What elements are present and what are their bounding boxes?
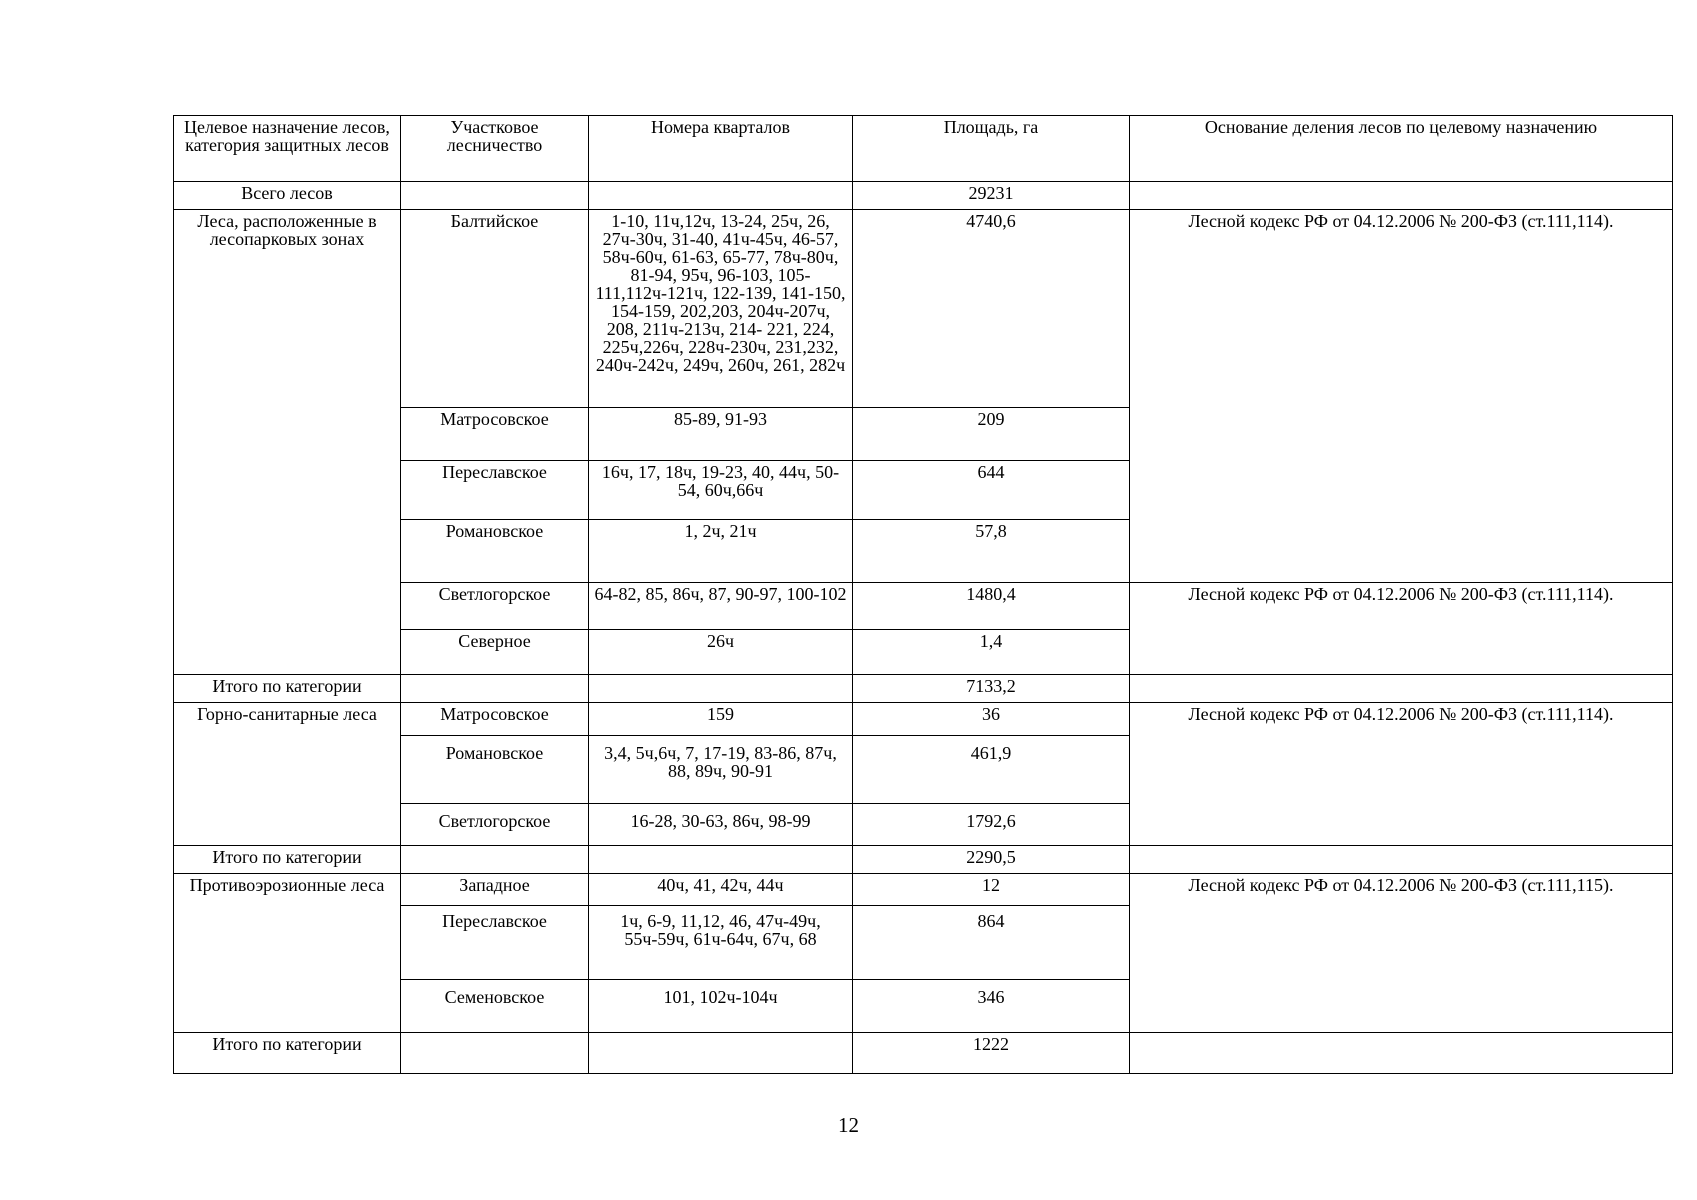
quarters-cell: 64-82, 85, 86ч, 87, 90-97, 100-102: [589, 583, 853, 630]
empty-cell: [589, 846, 853, 874]
empty-cell: [401, 675, 589, 703]
table-row-subtotal: [174, 846, 1673, 874]
basis-cell: Лесной кодекс РФ от 04.12.2006 № 200-ФЗ (ст.111,114).: [1130, 583, 1673, 675]
area-cell: 1792,6: [853, 804, 1130, 846]
page-number: 12: [838, 1113, 859, 1137]
quarters-cell: 16ч, 17, 18ч, 19-23, 40, 44ч, 50-54, 60ч,66ч: [589, 461, 853, 520]
forestry-cell: Светлогорское: [401, 583, 589, 630]
table-row-subtotal: [174, 1033, 1673, 1074]
empty-cell: [589, 1033, 853, 1074]
empty-cell: [401, 182, 589, 210]
forestry-cell: Матросовское: [401, 408, 589, 461]
empty-cell: [401, 1033, 589, 1074]
quarters-cell: 26ч: [589, 630, 853, 675]
header-cell: Целевое назначение лесов, категория защитных лесов: [174, 116, 401, 182]
empty-cell: [589, 182, 853, 210]
empty-cell: [1130, 846, 1673, 874]
quarters-cell: 85-89, 91-93: [589, 408, 853, 461]
area-cell: 461,9: [853, 736, 1130, 804]
area-cell: 4740,6: [853, 210, 1130, 408]
quarters-cell: 40ч, 41, 42ч, 44ч: [589, 874, 853, 906]
area-cell: 1222: [853, 1033, 1130, 1074]
basis-cell: Лесной кодекс РФ от 04.12.2006 № 200-ФЗ (ст.111,115).: [1130, 874, 1673, 1033]
row-label: Итого по категории: [174, 675, 401, 703]
forestry-cell: Переславское: [401, 906, 589, 980]
table-row-total: [174, 182, 1673, 210]
forestry-cell: Семеновское: [401, 980, 589, 1033]
forestry-cell: Светлогорское: [401, 804, 589, 846]
forestry-cell: Западное: [401, 874, 589, 906]
row-label: Всего лесов: [174, 182, 401, 210]
header-cell: Номера кварталов: [589, 116, 853, 182]
area-cell: 57,8: [853, 520, 1130, 583]
area-cell: 346: [853, 980, 1130, 1033]
area-cell: 644: [853, 461, 1130, 520]
quarters-cell: 101, 102ч-104ч: [589, 980, 853, 1033]
category-cell: Леса, расположенные в лесопарковых зонах: [174, 210, 401, 675]
header-cell: Площадь, га: [853, 116, 1130, 182]
table-row: [174, 210, 1673, 408]
forestry-cell: Северное: [401, 630, 589, 675]
quarters-cell: 1, 2ч, 21ч: [589, 520, 853, 583]
area-cell: 2290,5: [853, 846, 1130, 874]
table-row-subtotal: [174, 675, 1673, 703]
row-label: Итого по категории: [174, 846, 401, 874]
area-cell: 209: [853, 408, 1130, 461]
quarters-cell: 1-10, 11ч,12ч, 13-24, 25ч, 26, 27ч-30ч, 31-40, 41ч-45ч, 46-57, 58ч-60ч, 61-63, 65-77, 78ч-80ч, 81-94, 95ч, 96-103, 105-111,112ч-121ч, 122-139, 141-150, 154-159, 202,203, 204ч-207ч, 208, 211ч-213ч, 214- 221, 224, 225ч,226ч, 228ч-230ч, 231,232, 240ч-242ч, 249ч, 260ч, 261, 282ч: [589, 210, 853, 408]
header-cell: Основание деления лесов по целевому назначению: [1130, 116, 1673, 182]
header-cell: Участковое лесничество: [401, 116, 589, 182]
basis-cell: Лесной кодекс РФ от 04.12.2006 № 200-ФЗ (ст.111,114).: [1130, 210, 1673, 583]
forestry-cell: Матросовское: [401, 703, 589, 736]
forestry-cell: Романовское: [401, 520, 589, 583]
empty-cell: [1130, 675, 1673, 703]
area-cell: 7133,2: [853, 675, 1130, 703]
quarters-cell: 1ч, 6-9, 11,12, 46, 47ч-49ч, 55ч-59ч, 61ч-64ч, 67ч, 68: [589, 906, 853, 980]
area-cell: 12: [853, 874, 1130, 906]
forestry-cell: Романовское: [401, 736, 589, 804]
table-row: [174, 874, 1673, 906]
forestry-cell: Балтийское: [401, 210, 589, 408]
empty-cell: [1130, 1033, 1673, 1074]
empty-cell: [401, 846, 589, 874]
row-label: Итого по категории: [174, 1033, 401, 1074]
empty-cell: [589, 675, 853, 703]
category-cell: Противоэрозионные леса: [174, 874, 401, 1033]
area-cell: 36: [853, 703, 1130, 736]
area-cell: 864: [853, 906, 1130, 980]
forestry-cell: Переславское: [401, 461, 589, 520]
area-cell: 1480,4: [853, 583, 1130, 630]
quarters-cell: 159: [589, 703, 853, 736]
table-header-row: [174, 116, 1673, 182]
quarters-cell: 16-28, 30-63, 86ч, 98-99: [589, 804, 853, 846]
area-cell: 29231: [853, 182, 1130, 210]
category-cell: Горно-санитарные леса: [174, 703, 401, 846]
table-row: [174, 703, 1673, 736]
empty-cell: [1130, 182, 1673, 210]
forest-purpose-table: [173, 115, 1673, 1074]
area-cell: 1,4: [853, 630, 1130, 675]
quarters-cell: 3,4, 5ч,6ч, 7, 17-19, 83-86, 87ч, 88, 89ч, 90-91: [589, 736, 853, 804]
basis-cell: Лесной кодекс РФ от 04.12.2006 № 200-ФЗ (ст.111,114).: [1130, 703, 1673, 846]
